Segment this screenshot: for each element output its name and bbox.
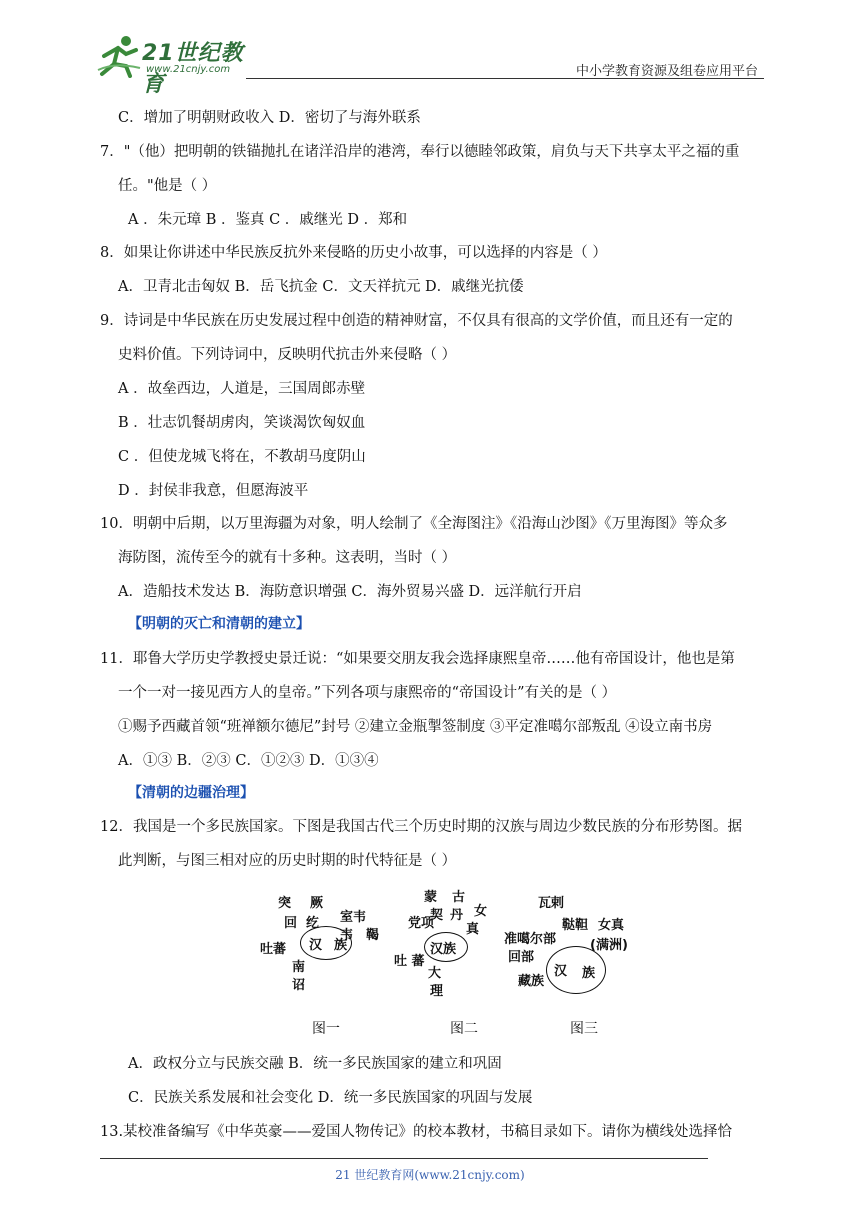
fig3-label-wala: 瓦剌 [538, 896, 565, 911]
footer-divider [100, 1158, 708, 1159]
q6-options-cd: C．增加了明朝财政收入 D．密切了与海外联系 [118, 110, 421, 126]
logo-text: 21世纪教育 [142, 41, 244, 97]
q9-option-d: D ．封侯非我意，但愿海波平 [118, 483, 309, 499]
fig1-label-nan: 南 [292, 960, 306, 975]
q8-stem: 8．如果让你讲述中华民族反抗外来侵略的历史小故事，可以选择的内容是（ ） [100, 245, 607, 261]
header-divider [246, 78, 764, 79]
fig2-caption: 图二 [450, 1021, 478, 1037]
fig2-label-qi: 契 [430, 908, 444, 923]
section-heading-ming-fall: 【明朝的灭亡和清朝的建立】 [128, 616, 310, 632]
fig1-label-han: 汉 [309, 938, 323, 953]
fig2-label-gu: 古 [452, 890, 466, 905]
q7-stem-cont: 任。"他是（ ） [118, 178, 217, 194]
fig3-label-nvzhen: 女真 [598, 918, 625, 933]
fig1-label-he: 纥 [306, 916, 320, 931]
platform-name: 中小学教育资源及组卷应用平台 [575, 64, 758, 79]
fig2-label-dangxiang: 党项 [408, 916, 435, 931]
fig1-label-zu: 族 [334, 938, 348, 953]
fig1-label-mohe: 鞨 [366, 928, 380, 943]
q10-stem: 10．明朝中后期，以万里海疆为对象，明人绘制了《全海图注》《沿海山沙图》《万里海图》等众多 [100, 516, 728, 532]
fig1-caption: 图一 [312, 1021, 340, 1037]
q7-options: A ．朱元璋 B ．鉴真 C ．戚继光 D ．郑和 [128, 212, 408, 228]
footer-text[interactable]: 21 世纪教育网(www.21cnjy.com) [335, 1168, 525, 1182]
q12-stem-cont: 此判断，与图三相对应的历史时期的时代特征是（ ） [118, 853, 457, 869]
fig1-label-tubo: 吐蕃 [260, 942, 287, 957]
runner-logo-icon [96, 34, 142, 78]
q12-options-cd: C．民族关系发展和社会变化 D．统一多民族国家的巩固与发展 [128, 1090, 533, 1106]
q13-stem: 13.某校准备编写《中华英豪——爱国人物传记》的校本教材，书稿目录如下。请你为横线处选择恰 [100, 1124, 733, 1140]
fig1-label-hui: 回 [284, 916, 298, 931]
fig3-label-zangzu: 藏族 [518, 974, 545, 989]
fig2-label-hanzu: 汉族 [430, 942, 457, 957]
fig2-label-dan: 丹 [450, 908, 464, 923]
q9-stem-cont: 史料价值。下列诗词中，反映明代抗击外来侵略（ ） [118, 347, 457, 363]
q10-options: A．造船技术发达 B．海防意识增强 C．海外贸易兴盛 D．远洋航行开启 [118, 584, 582, 600]
fig3-label-manzhou: (满洲) [590, 938, 628, 953]
fig3-label-han: 汉 [554, 964, 568, 979]
q11-options: A．①③ B．②③ C．①②③ D．①③④ [118, 753, 379, 769]
fig1-label-zhao: 诏 [292, 978, 306, 993]
fig2-label-nv: 女 [474, 904, 488, 919]
fig3-caption: 图三 [570, 1021, 598, 1037]
logo [96, 34, 256, 97]
page-header [96, 30, 764, 97]
fig3-label-zhungeer: 准噶尔部 [504, 932, 557, 947]
q9-option-b: B ．壮志饥餐胡虏肉，笑谈渴饮匈奴血 [118, 415, 366, 431]
fig2-label-zhen: 真 [466, 922, 480, 937]
q11-items: ①赐予西藏首领“班禅额尔德尼”封号 ②建立金瓶掣签制度 ③平定准噶尔部叛乱 ④设立南书房 [118, 719, 713, 735]
q7-stem: 7．"（他）把明朝的铁锚抛扎在诸洋沿岸的港湾，奉行以德睦邻政策，肩负与天下共享太平之福的重 [100, 144, 740, 160]
q9-option-a: A ．故垒西边，人道是，三国周郎赤壁 [118, 381, 366, 397]
fig2-label-meng: 蒙 [424, 890, 438, 905]
fig3-label-zu: 族 [582, 966, 596, 981]
q11-stem: 11．耶鲁大学历史学教授史景迁说：“如果要交朋友我会选择康熙皇帝……他有帝国设计，他也是第 [100, 651, 735, 667]
fig2-label-li: 理 [430, 984, 444, 999]
fig1-label-tujue: 突 [278, 896, 292, 911]
q8-options: A．卫青北击匈奴 B．岳飞抗金 C．文天祥抗元 D．戚继光抗倭 [118, 279, 524, 295]
fig1-label-jue: 厥 [310, 896, 324, 911]
section-heading-qing-frontier: 【清朝的边疆治理】 [128, 785, 254, 801]
q9-stem: 9．诗词是中华民族在历史发展过程中创造的精神财富，不仅具有很高的文学价值，而且还有一定的 [100, 313, 733, 329]
fig3-label-dada: 鞑靼 [562, 918, 589, 933]
q11-stem-cont: 一个一对一接见西方人的皇帝。”下列各项与康熙帝的“帝国设计”有关的是（ ） [118, 685, 617, 701]
logo-url: www.21cnjy.com [146, 64, 231, 75]
q9-option-c: C ．但使龙城飞将在，不教胡马度阴山 [118, 449, 366, 465]
q12-options-ab: A．政权分立与民族交融 B．统一多民族国家的建立和巩固 [128, 1056, 502, 1072]
fig1-label-wei: 韦 [340, 928, 354, 943]
fig2-label-tubo: 吐 蕃 [394, 954, 425, 969]
fig1-label-shiwei: 室韦 [340, 910, 367, 925]
q10-stem-cont: 海防图，流传至今的就有十多种。这表明，当时（ ） [118, 550, 457, 566]
q12-stem: 12．我国是一个多民族国家。下图是我国古代三个历史时期的汉族与周边少数民族的分布形势图。据 [100, 819, 742, 835]
fig2-label-da: 大 [428, 966, 442, 981]
fig3-label-huibu: 回部 [508, 950, 535, 965]
